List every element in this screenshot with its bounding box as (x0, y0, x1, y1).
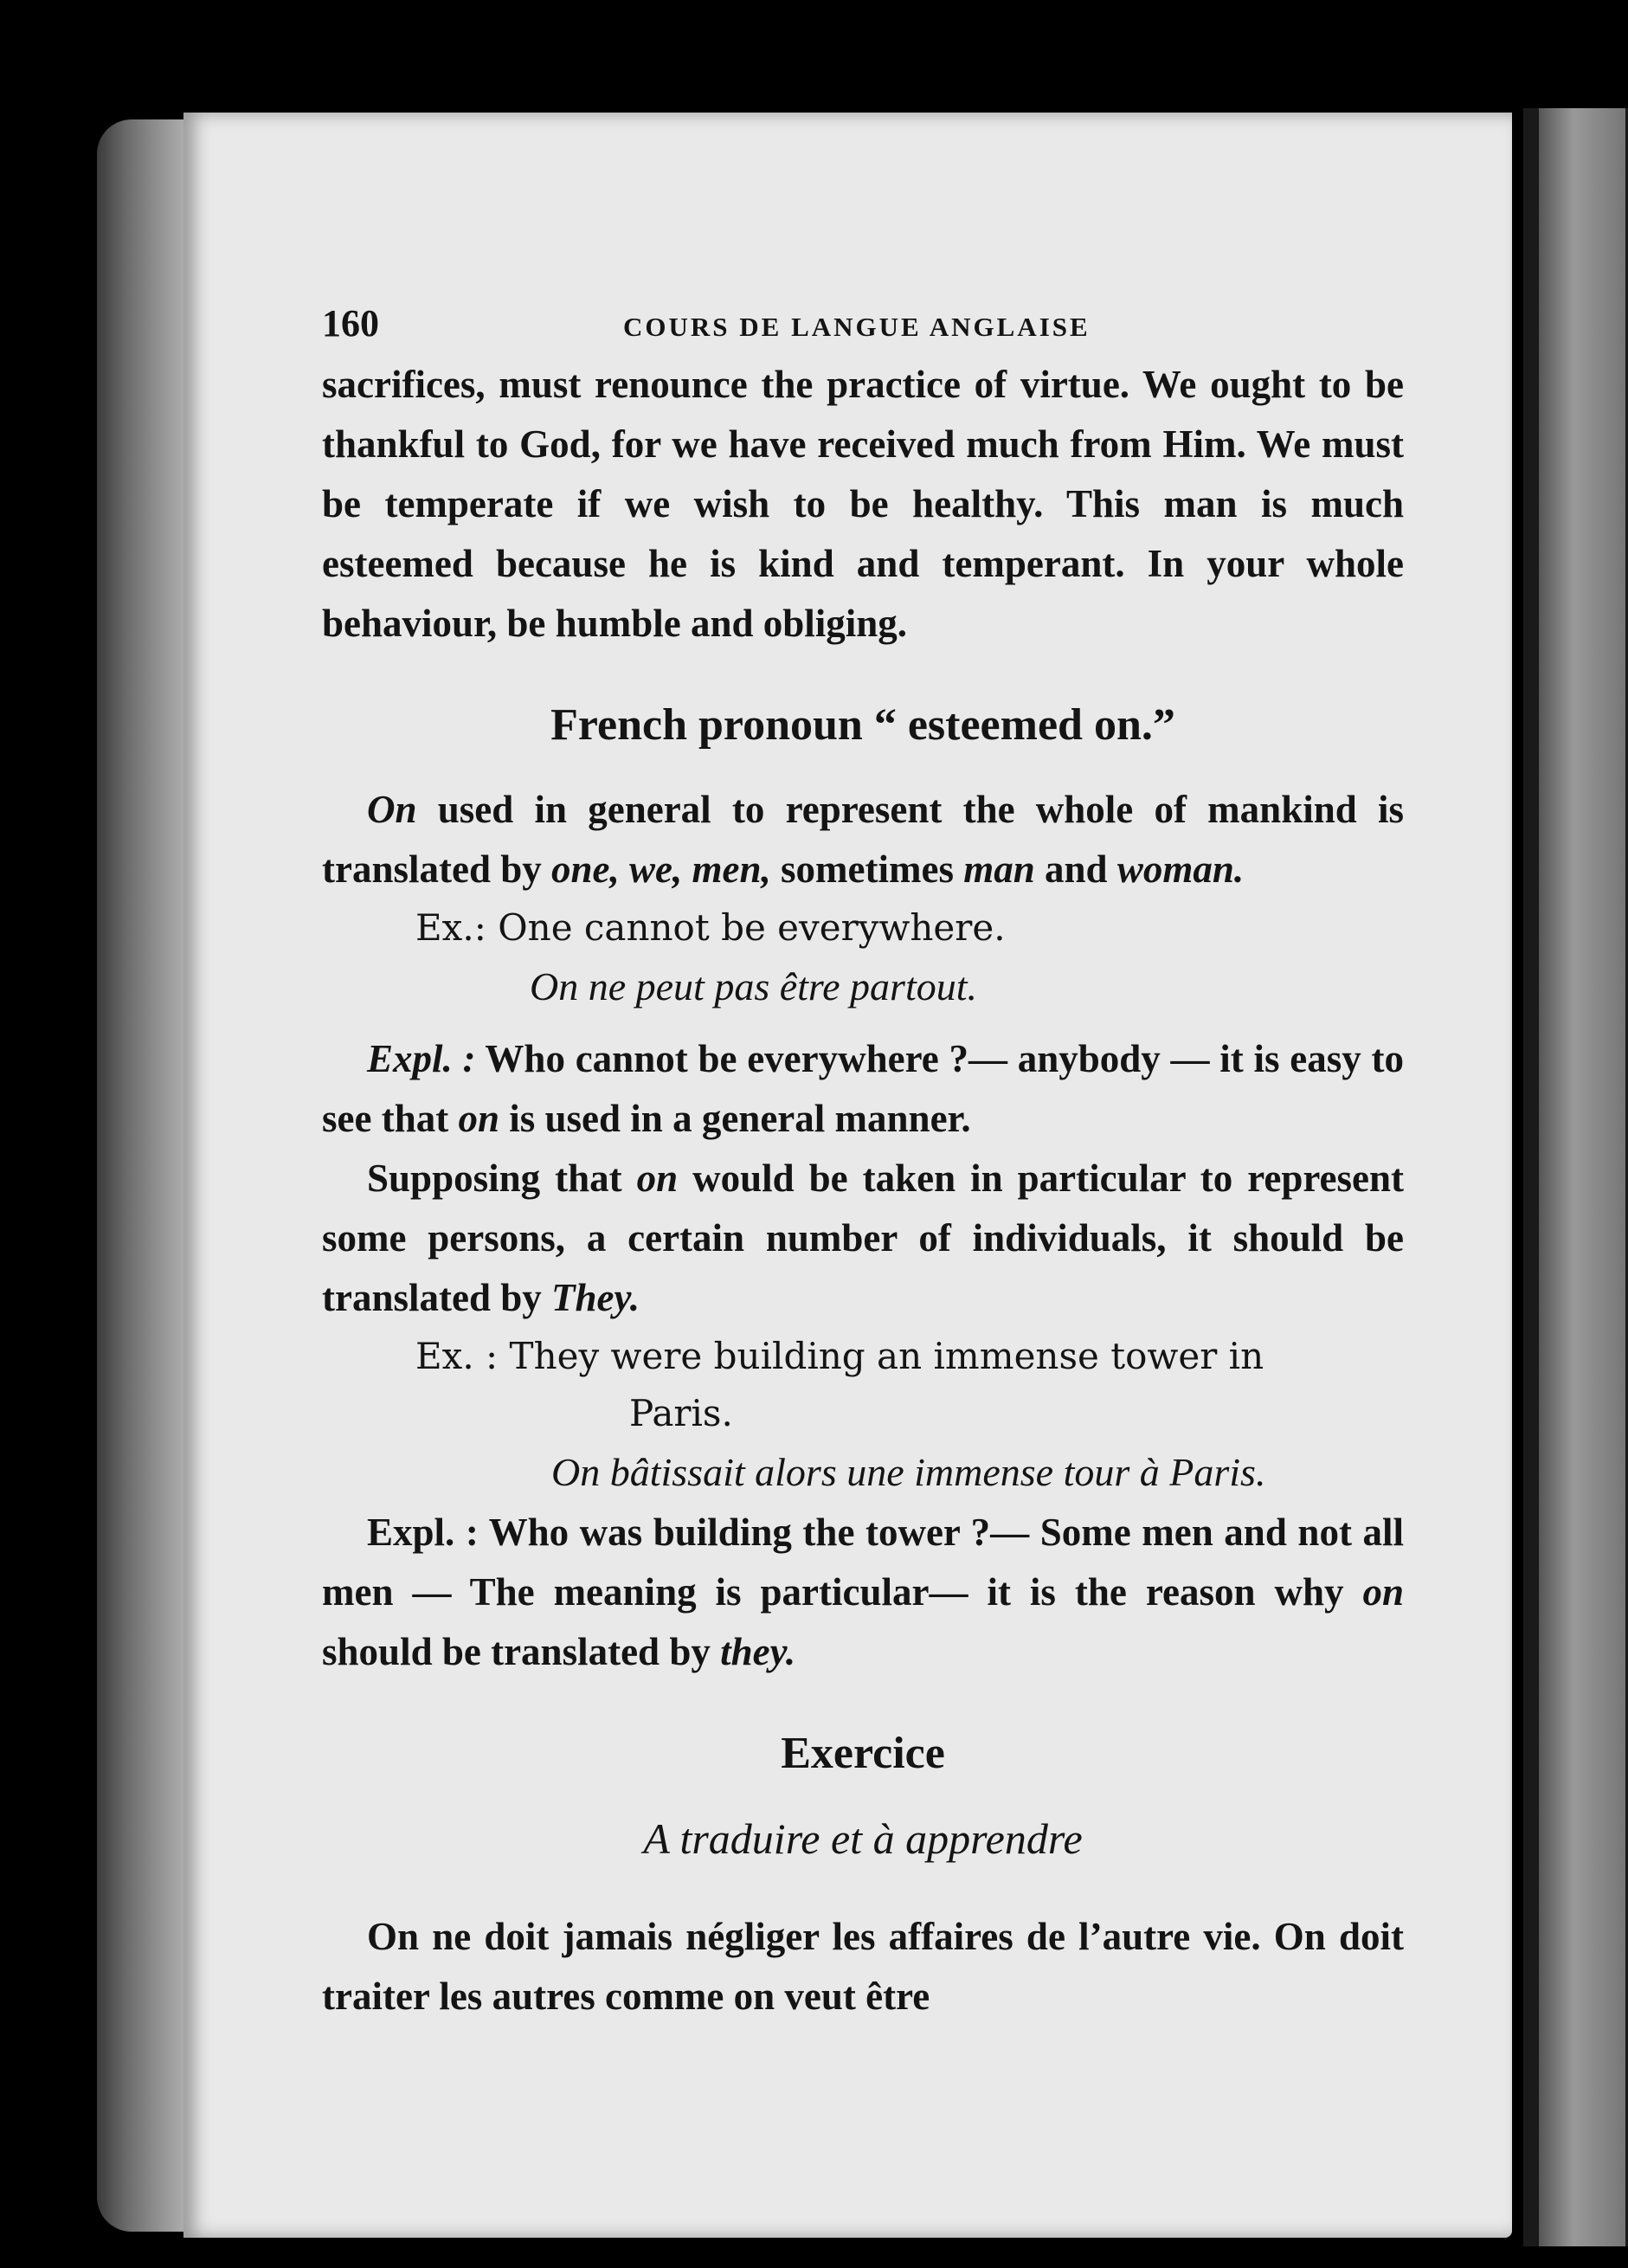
paragraph-supposing (322, 1149, 1404, 1328)
intro-text-a: used in general to represent the whole of mankind is translated by (322, 788, 1404, 891)
facing-page-sliver (1539, 108, 1625, 2246)
term-men: men, (682, 847, 771, 891)
supposing-text-a: Supposing that (367, 1157, 637, 1200)
explanation-2 (322, 1503, 1404, 1682)
intro-text-b: sometimes (770, 847, 964, 891)
expl2-label: Expl. : (367, 1511, 479, 1554)
paragraph-sacrifices: sacrifices, must renounce the practice of virtue. We ought to be thankful to God, for we have received much from Him. We must be temperate if we wish to be healthy. This man is much esteemed because he is kind and temperant. In your whole behaviour, be humble and obliging. (322, 363, 1404, 645)
page-number: 160 (322, 302, 379, 345)
expl2-text-b: should be translated by (322, 1630, 721, 1673)
running-title: COURS DE LANGUE ANGLAISE (623, 312, 1091, 342)
example-label: Ex.: (415, 906, 486, 949)
term-on-2: on (458, 1097, 499, 1140)
example-2-english: They were building an immense tower in (498, 1335, 1264, 1377)
intro-text-c: and (1034, 847, 1117, 891)
paragraph-on-general (322, 780, 1404, 899)
term-they: They. (551, 1276, 640, 1319)
term-they-2: they. (720, 1630, 796, 1673)
expl-text-b: is used in a general manner. (499, 1097, 971, 1140)
example-1-french: On ne peut pas être partout. (530, 964, 978, 1008)
page-content (322, 286, 1404, 2026)
example-english: One cannot be everywhere. (486, 906, 1006, 949)
expl2-text-a: Who was building the tower ?— Some men and not all men — The meaning is particular— it is the reason why (322, 1511, 1404, 1614)
example-label-2: Ex. : (415, 1335, 499, 1377)
term-on-3: on (636, 1157, 679, 1200)
expl-label: Expl. : (367, 1037, 476, 1080)
term-man: man (963, 847, 1035, 891)
example-2-french: On bâtissait alors une immense tour à Paris. (551, 1450, 1266, 1494)
page-header (322, 286, 1404, 355)
facing-page-edge (1523, 108, 1628, 2246)
explanation-1 (322, 1029, 1404, 1149)
book-spine (97, 119, 192, 2232)
exercise-subtitle: A traduire et à apprendre (643, 1814, 1083, 1863)
section-heading-pronoun: French pronoun “ esteemed on.” (550, 700, 1175, 750)
term-we: we, (619, 847, 683, 891)
exercise-text: On ne doit jamais négliger les affaires de l’autre vie. On doit traiter les autres comme on veut être (322, 1915, 1404, 2018)
term-one: one, (551, 847, 620, 891)
expl-text-a: Who cannot be everywhere ?— anybody — it is easy to see that (322, 1037, 1404, 1140)
example-1 (322, 899, 1404, 957)
term-woman: woman. (1116, 847, 1245, 891)
exercise-heading: Exercice (781, 1729, 945, 1778)
term-on-4: on (1362, 1570, 1404, 1614)
example-2 (322, 1328, 1404, 1385)
supposing-text-b: would be taken in particular to represent some persons, a certain number of individuals, it should be translated by (322, 1157, 1404, 1319)
term-on: On (367, 788, 417, 831)
example-2-english-cont: Paris. (629, 1392, 733, 1434)
